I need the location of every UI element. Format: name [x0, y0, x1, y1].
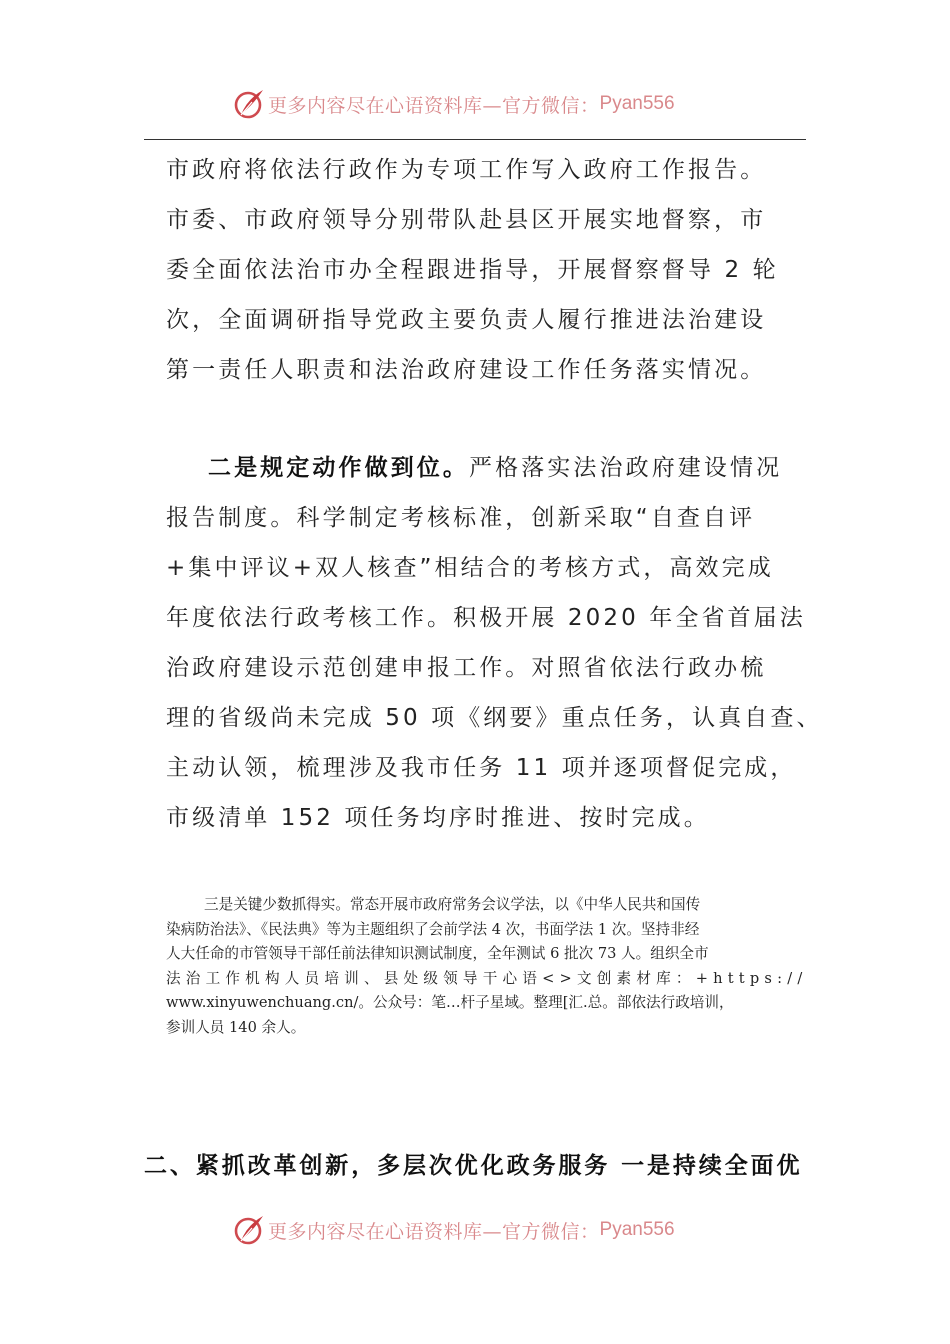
text-line: +集中评议+双人核查”相结合的考核方式，高效完成: [166, 555, 774, 581]
paragraph-2: [166, 443, 826, 843]
text-line: [166, 443, 826, 493]
section-heading: 二、紧抓改革创新，多层次优化政务服务 一是持续全面优: [144, 1153, 803, 1179]
banner-text: 更多内容尽在心语资料库—官方微信：: [268, 1220, 600, 1243]
paragraph-1: [166, 145, 826, 395]
text-line: 人大任命的市管领导干部任前法律知识测试制度，全年测试 6 批次 73 人。组织全市: [166, 945, 709, 963]
text-line: 治政府建设示范创建申报工作。对照省依法行政办梳: [166, 655, 767, 681]
text-line: 委全面依法治市办全程跟进指导，开展督察督导 2 轮: [166, 257, 779, 283]
text-line: 第一责任人职责和法治政府建设工作任务落实情况。: [166, 357, 767, 383]
text-line: www.xinyuwenchuang.cn/。公众号：笔…杆子星域。整理[汇.总。部依法行政培训，: [166, 994, 734, 1012]
banner-wechat-id: Pyan556: [599, 1219, 675, 1240]
text-line: 市政府将依法行政作为专项工作写入政府工作报告。: [166, 157, 767, 183]
text-line: 主动认领，梳理涉及我市任务 11 项并逐项督促完成，: [166, 755, 797, 781]
footer-banner: [232, 1210, 675, 1250]
banner-text: 更多内容尽在心语资料库—官方微信：: [268, 94, 600, 117]
header-divider: [144, 139, 806, 140]
text-line: 法治工作机构人员培训、县处级领导干心语<>文创素材库：+https://: [166, 969, 808, 987]
text-line: 市级清单 152 项任务均序时推进、按时完成。: [166, 805, 710, 831]
quill-logo-icon: [232, 87, 266, 121]
text-line: 理的省级尚未完成 50 项《纲要》重点任务，认真自查、: [166, 705, 823, 731]
text-line: 染病防治法》、《民法典》等为主题组织了会前学法 4 次，书面学法 1 次。坚持非经: [166, 920, 700, 938]
text-line: 次，全面调研指导党政主要负责人履行推进法治建设: [166, 307, 767, 333]
text-line: 市委、市政府领导分别带队赴县区开展实地督察，市: [166, 207, 767, 233]
text-line: 报告制度。科学制定考核标准，创新采取“自查自评: [166, 505, 756, 531]
text-line: 参训人员 140 余人。: [166, 1018, 306, 1036]
banner-wechat-id: Pyan556: [599, 93, 675, 114]
paragraph-lead: 二是规定动作做到位。: [208, 455, 469, 481]
paragraph-3-small: [166, 893, 808, 1041]
text-line: 年度依法行政考核工作。积极开展 2020 年全省首届法: [166, 605, 806, 631]
quill-logo-icon: [232, 1213, 266, 1247]
header-banner: [232, 84, 675, 124]
text-line: 三是关键少数抓得实。常态开展市政府常务会议学法，以《中华人民共和国传: [204, 896, 701, 913]
paragraph-lead-rest: 严格落实法治政府建设情况: [469, 455, 783, 481]
